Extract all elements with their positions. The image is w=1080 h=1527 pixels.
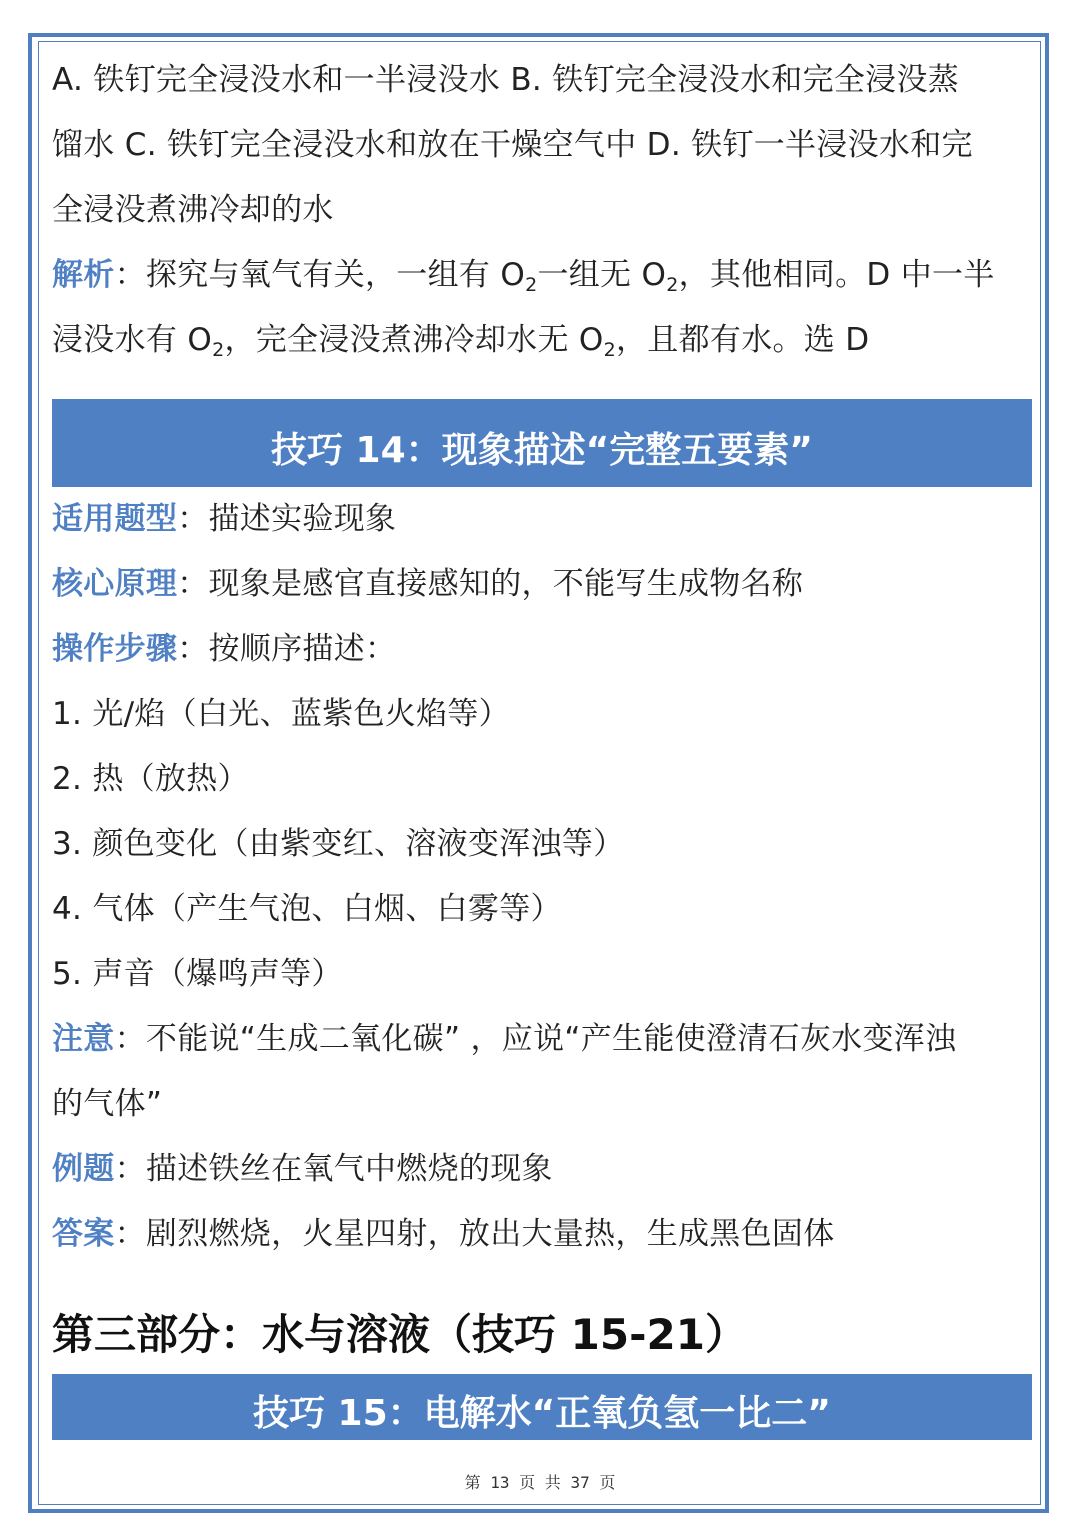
- example-line: [52, 1137, 1032, 1202]
- note-line-1: [52, 1007, 1032, 1072]
- subscript: 2: [525, 274, 538, 296]
- core-principle-line: [52, 552, 1032, 617]
- step-item: 4. 气体（产生气泡、白烟、白雾等）: [52, 891, 562, 927]
- subscript: 2: [603, 339, 616, 361]
- answer-label: 答案: [52, 1216, 115, 1252]
- option-line-1: A. 铁钉完全浸没水和一半浸没水 B. 铁钉完全浸没水和完全浸没蒸: [52, 62, 960, 98]
- option-line-3: 全浸没煮沸冷却的水: [52, 192, 334, 228]
- analysis-text-c: ，其他相同。D 中一半: [678, 257, 995, 293]
- analysis-line-2: [52, 308, 1032, 373]
- analysis-text-e: ，完全浸没煮沸冷却水无 O: [224, 322, 604, 358]
- applicable-type-line: [52, 487, 1032, 552]
- tip-15-banner: 技巧 15：电解水“正氧负氢一比二”: [52, 1374, 1032, 1440]
- analysis-text-a: ：探究与氧气有关，一组有 O: [114, 257, 526, 293]
- note-label: 注意: [52, 1021, 115, 1057]
- steps-label: 操作步骤: [52, 631, 178, 667]
- applicable-type-label: 适用题型: [52, 501, 178, 537]
- applicable-type-text: ：描述实验现象: [177, 501, 397, 537]
- option-line-2: 馏水 C. 铁钉完全浸没水和放在干燥空气中 D. 铁钉一半浸没水和完: [52, 127, 973, 163]
- page-number: 第 13 页 共 37 页: [464, 1473, 616, 1492]
- answer-text: ：剧烈燃烧，火星四射，放出大量热，生成黑色固体: [114, 1216, 835, 1252]
- answer-line: [52, 1202, 1032, 1267]
- step-item: 5. 声音（爆鸣声等）: [52, 956, 343, 992]
- example-label: 例题: [52, 1151, 115, 1187]
- steps-line: [52, 617, 1032, 682]
- note-line-2: 的气体”: [52, 1086, 163, 1122]
- tip-14-banner: 技巧 14：现象描述“完整五要素”: [52, 399, 1032, 487]
- analysis-text-d: 浸没水有 O: [52, 322, 213, 358]
- page-content: [52, 48, 1032, 1440]
- example-text: ：描述铁丝在氧气中燃烧的现象: [114, 1151, 553, 1187]
- step-item: 3. 颜色变化（由紫变红、溶液变浑浊等）: [52, 826, 625, 862]
- subscript: 2: [666, 274, 679, 296]
- subscript: 2: [212, 339, 225, 361]
- step-item: 2. 热（放热）: [52, 761, 249, 797]
- analysis-label: 解析: [52, 257, 115, 293]
- analysis-text-f: ，且都有水。选 D: [616, 322, 870, 358]
- step-item: 1. 光/焰（白光、蓝紫色火焰等）: [52, 696, 510, 732]
- analysis-line-1: [52, 243, 1032, 308]
- core-principle-text: ：现象是感官直接感知的，不能写生成物名称: [177, 566, 804, 602]
- core-principle-label: 核心原理: [52, 566, 178, 602]
- note-text: ：不能说“生成二氧化碳” ，应说“产生能使澄清石灰水变浑浊: [114, 1021, 957, 1057]
- part-three-title: 第三部分：水与溶液（技巧 15-21）: [52, 1310, 747, 1359]
- steps-text: ：按顺序描述：: [177, 631, 397, 667]
- analysis-text-b: 一组无 O: [537, 257, 667, 293]
